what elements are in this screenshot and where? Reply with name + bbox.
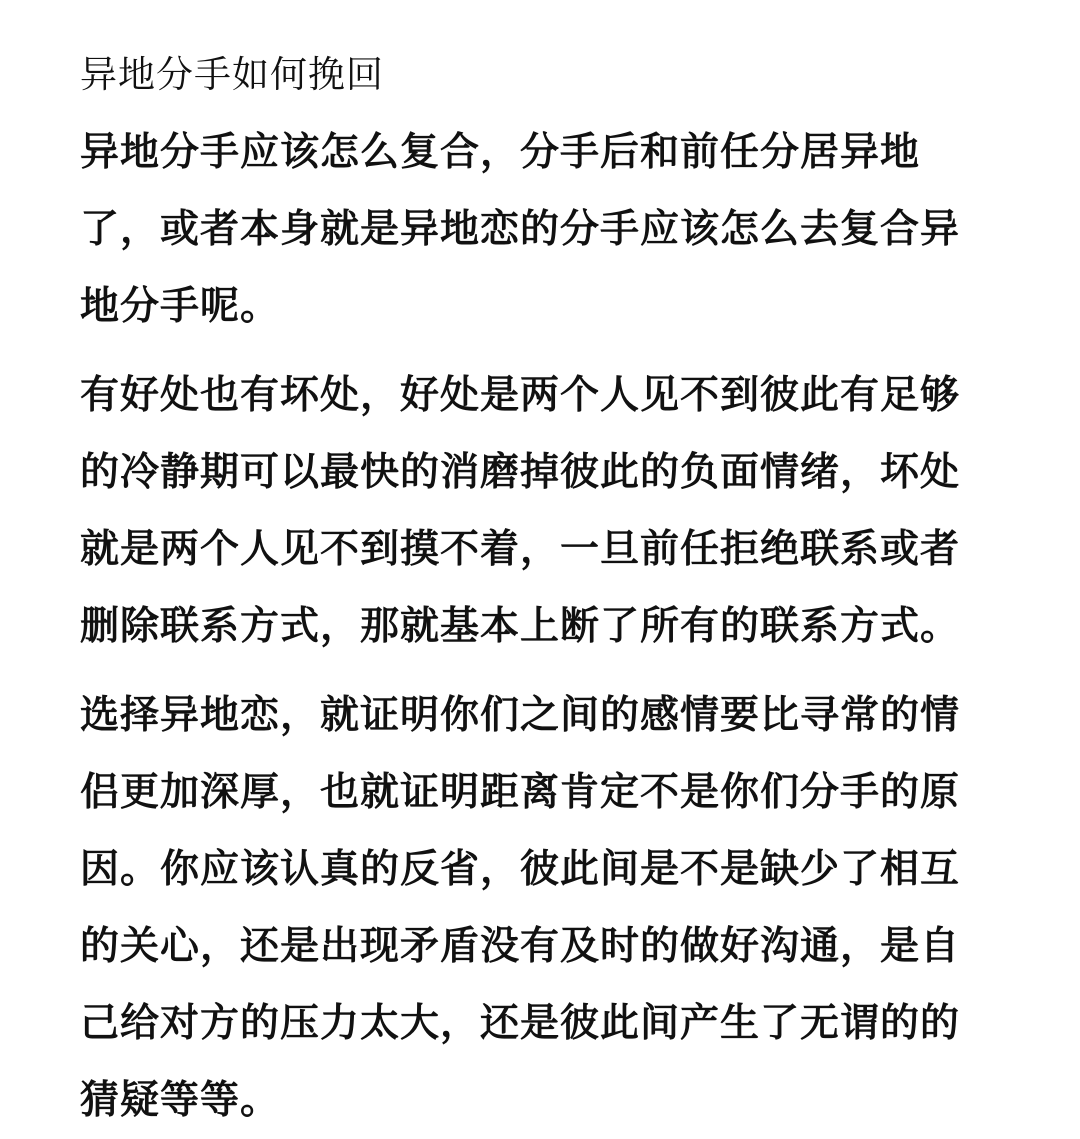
paragraph-line: 就是两个人见不到摸不着，一旦前任拒绝联系或者	[80, 527, 961, 572]
paragraph-line: 删除联系方式，那就基本上断了所有的联系方式。	[80, 604, 961, 649]
article	[80, 50, 995, 1139]
paragraph-line: 选择异地恋，就证明你们之间的感情要比寻常的情	[80, 693, 961, 738]
paragraph-line: 猜疑等等。	[80, 1078, 281, 1123]
paragraph-line: 的关心，还是出现矛盾没有及时的做好沟通，是自	[80, 924, 961, 969]
article-title: 异地分手如何挽回	[80, 53, 384, 96]
paragraph-reflection	[80, 677, 995, 1139]
paragraph-intro	[80, 114, 995, 345]
paragraph-line: 的冷静期可以最快的消磨掉彼此的负面情绪，坏处	[80, 450, 961, 495]
paragraph-line: 异地分手应该怎么复合，分手后和前任分居异地	[80, 130, 921, 175]
paragraph-line: 己给对方的压力太大，还是彼此间产生了无谓的的	[80, 1001, 961, 1046]
paragraph-line: 地分手呢。	[80, 284, 281, 329]
paragraph-line: 了，或者本身就是异地恋的分手应该怎么去复合异	[80, 207, 961, 252]
paragraph-pros-cons	[80, 357, 995, 665]
paragraph-line: 因。你应该认真的反省，彼此间是不是缺少了相互	[80, 847, 961, 892]
paragraph-line: 有好处也有坏处，好处是两个人见不到彼此有足够	[80, 373, 961, 418]
paragraph-line: 侣更加深厚，也就证明距离肯定不是你们分手的原	[80, 770, 961, 815]
